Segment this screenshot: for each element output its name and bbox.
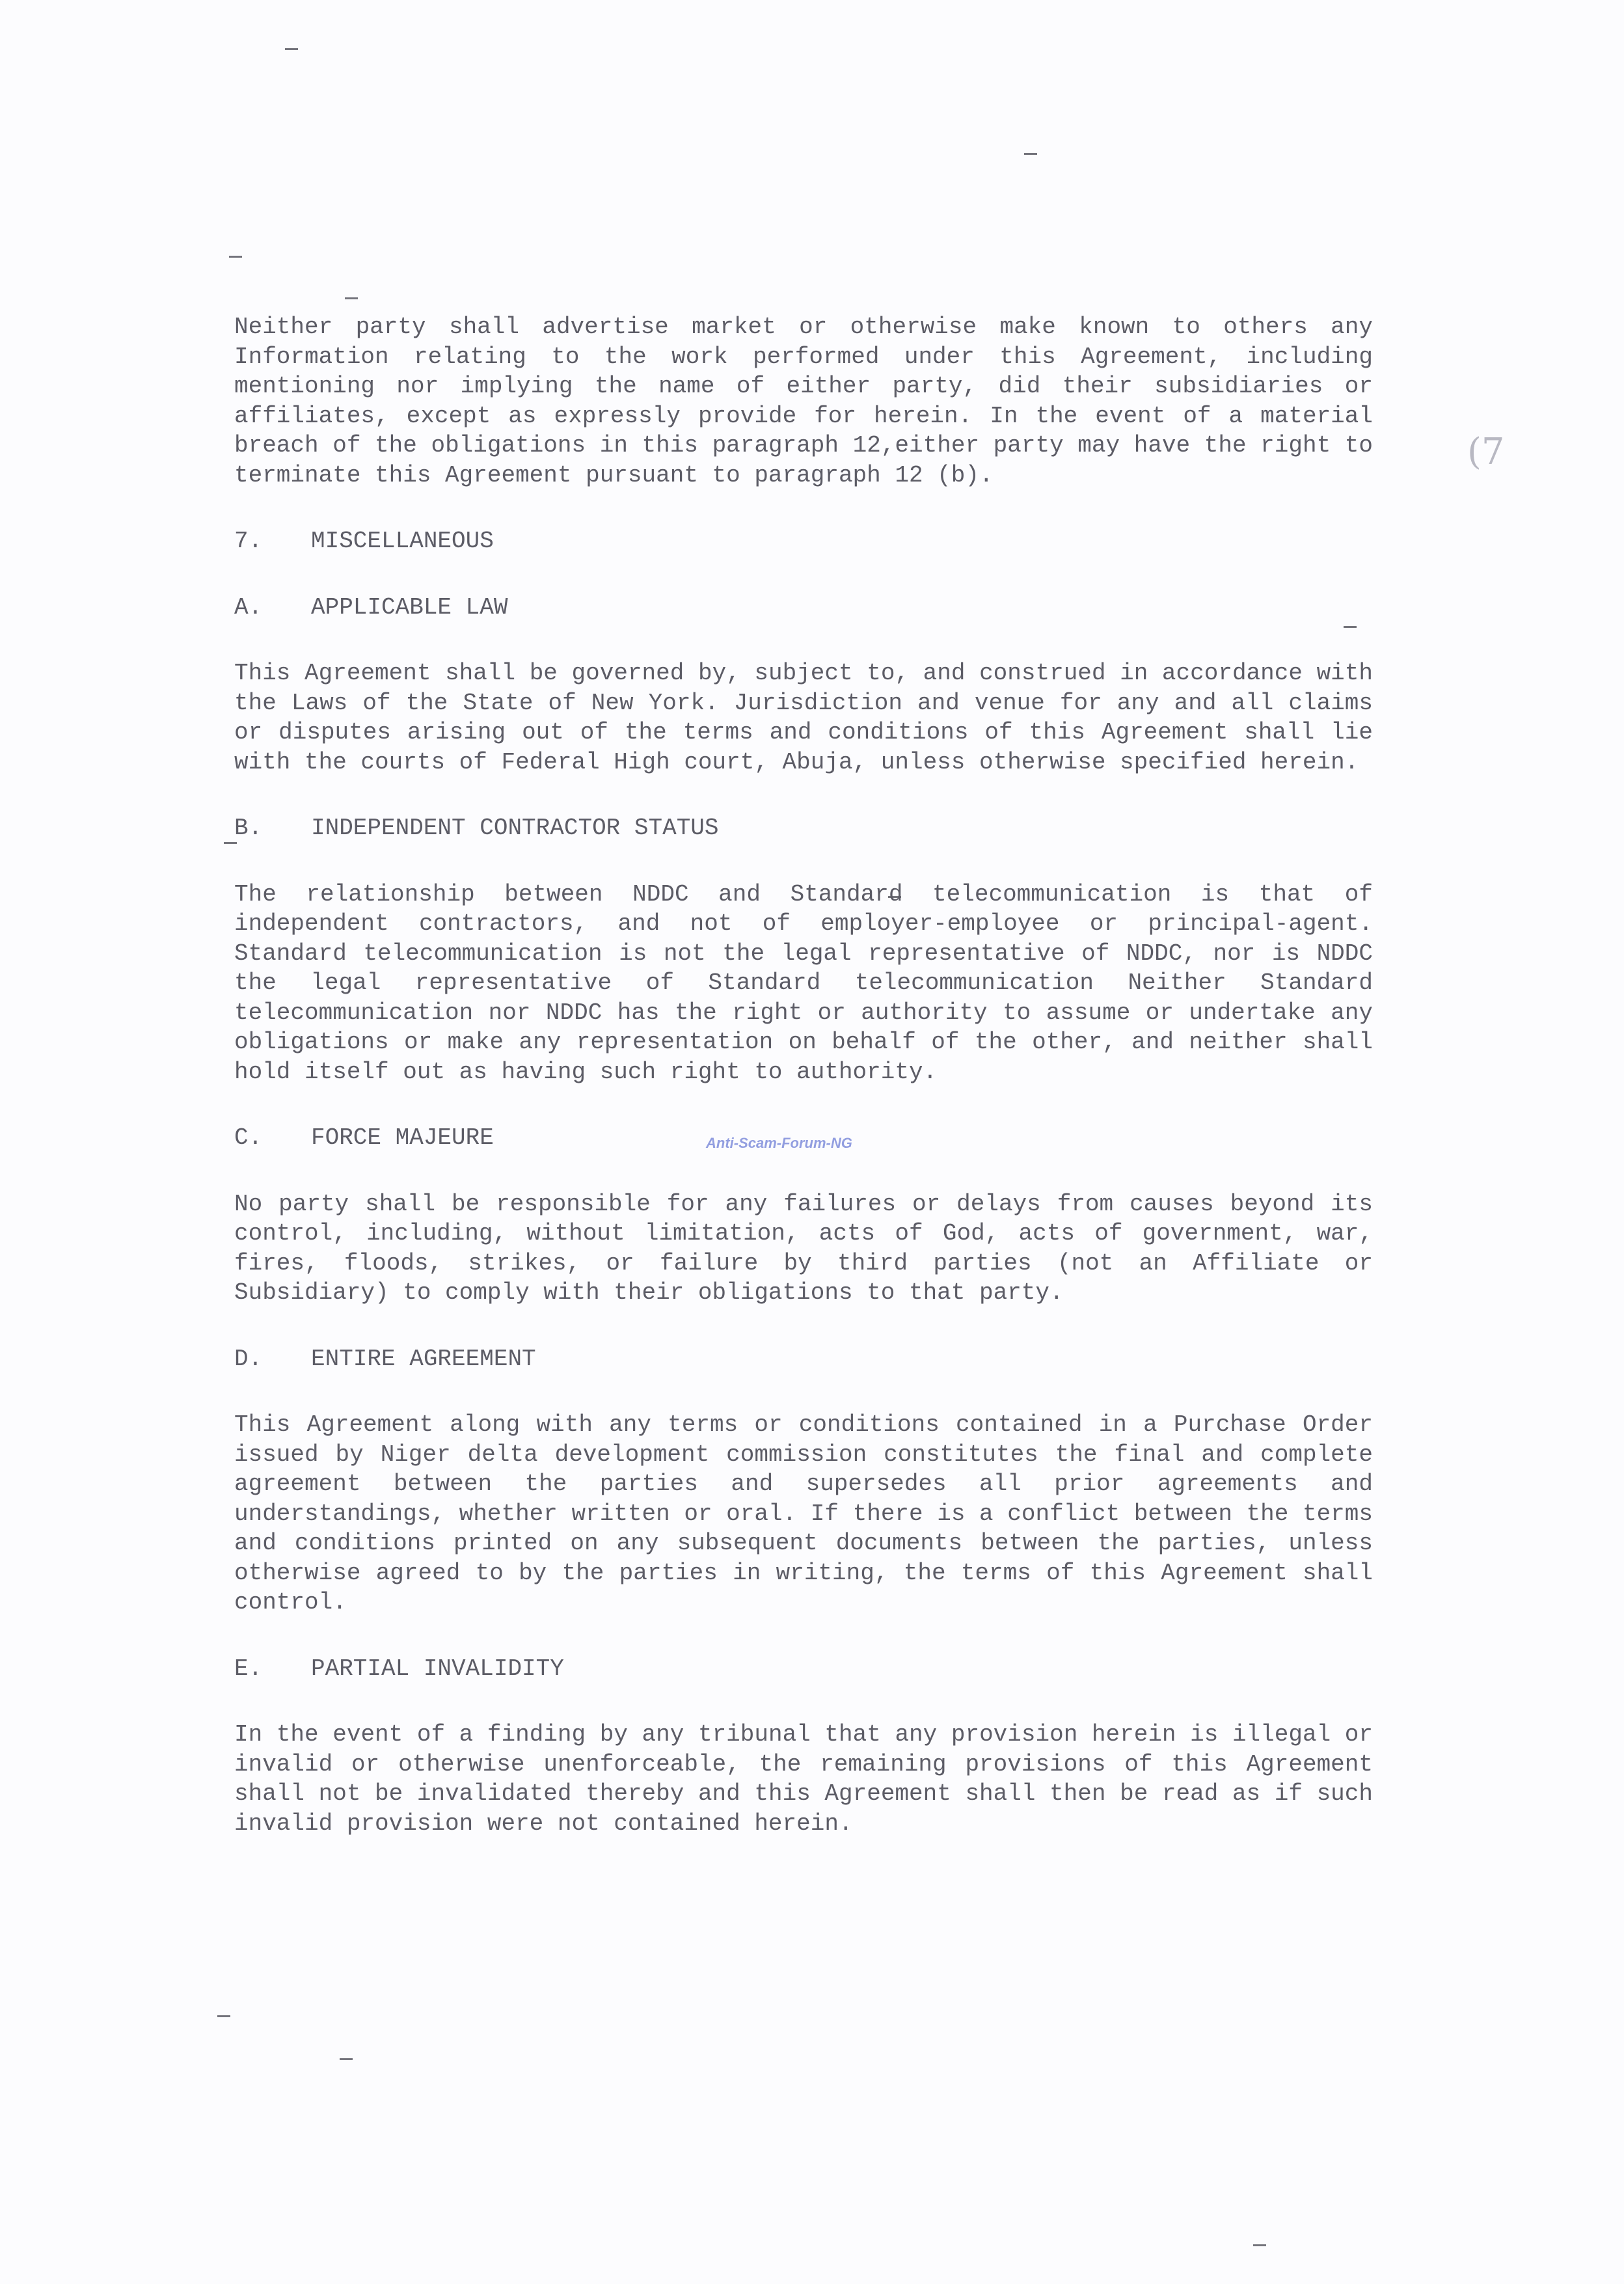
section-title: MISCELLANEOUS bbox=[311, 528, 494, 554]
scan-speck bbox=[1024, 153, 1037, 155]
subsection-heading-independent-contractor bbox=[234, 813, 1373, 843]
subsection-letter: A. bbox=[234, 593, 263, 621]
intro-paragraph: Neither party shall advertise market or otherwise make known to others any Information relating to the work performed under this Agreement, including mentioning nor implying the name of either party, did their subsidiaries or affiliates, except as expressly provide for herein. In the event of a material breach of the obligations in this paragraph 12,either party may have the right to terminate this Agreement pursuant to paragraph 12 (b). bbox=[234, 314, 1373, 489]
subsection-letter: E. bbox=[234, 1655, 263, 1682]
watermark-text: Anti-Scam-Forum-NG bbox=[706, 1135, 852, 1151]
section-number: 7. bbox=[234, 528, 263, 554]
section-heading bbox=[234, 526, 1373, 556]
subsection-title: ENTIRE AGREEMENT bbox=[311, 1345, 536, 1372]
scan-speck bbox=[217, 2015, 230, 2017]
document-body bbox=[234, 312, 1373, 1838]
subsection-heading-entire-agreement bbox=[234, 1344, 1373, 1374]
subsection-letter: B. bbox=[234, 815, 263, 841]
scan-speck bbox=[345, 297, 358, 299]
scan-speck bbox=[1253, 2244, 1266, 2246]
margin-handwritten-mark: (7 bbox=[1467, 431, 1505, 473]
subsection-title: PARTIAL INVALIDITY bbox=[311, 1655, 564, 1682]
subsection-body-independent-contractor: The relationship between NDDC and Standard telecommunication is that of independent contractors, and not of employer-employee or principal-agent. Standard telecommunication is not the legal representative of NDDC, nor is NDDC the legal representative of Standard telecommunication Neither Standard telecommunication nor NDDC has the right or authority to assume or undertake any obligations or make any representation on behalf of the other, and neither shall hold itself out as having such right to authority. bbox=[234, 880, 1373, 1085]
scan-speck bbox=[229, 256, 242, 258]
subsection-body-applicable-law: This Agreement shall be governed by, subject to, and construed in accordance with the Laws of the State of New York. Jurisdiction and venue for any and all claims or disputes arising out of the terms and conditions of this Agreement shall lie with the courts of Federal High court, Abuja, unless otherwise specified herein. bbox=[234, 660, 1373, 776]
scan-speck bbox=[340, 2058, 353, 2060]
subsection-title: APPLICABLE LAW bbox=[311, 593, 508, 621]
subsection-title: INDEPENDENT CONTRACTOR STATUS bbox=[311, 815, 719, 841]
subsection-heading-partial-invalidity bbox=[234, 1654, 1373, 1684]
subsection-letter: C. bbox=[234, 1124, 263, 1151]
subsection-title: FORCE MAJEURE bbox=[311, 1124, 494, 1151]
subsection-letter: D. bbox=[234, 1345, 263, 1372]
subsection-body-partial-invalidity: In the event of a finding by any tribunal that any provision herein is illegal or invalid or otherwise unenforceable, the remaining provisions of this Agreement shall not be invalidated thereby and this Agreement shall then be read as if such invalid provision were not contained herein. bbox=[234, 1721, 1373, 1837]
subsection-body-force-majeure: No party shall be responsible for any failures or delays from causes beyond its control, including, without limitation, acts of God, acts of government, war, fires, floods, strikes, or failure by third parties (not an Affiliate or Subsidiary) to comply with their obligations to that party. bbox=[234, 1190, 1373, 1306]
subsection-body-entire-agreement: This Agreement along with any terms or conditions contained in a Purchase Order issued by Niger delta development commission constitutes the final and complete agreement between the parties and supersedes all prior agreements and understandings, whether written or oral. If there is a conflict between the terms and conditions printed on any subsequent documents between the parties, unless otherwise agreed to by the parties in writing, the terms of this Agreement shall control. bbox=[234, 1411, 1373, 1616]
subsection-heading-applicable-law bbox=[234, 593, 1373, 623]
scan-speck bbox=[285, 48, 298, 50]
